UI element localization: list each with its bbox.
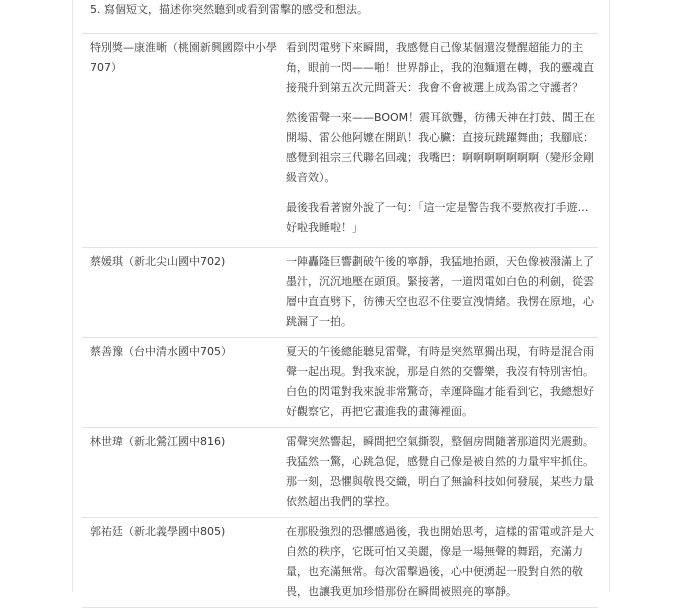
student-name: 蔡善豫（台中清水國中705） — [90, 345, 232, 358]
essay-paragraph: 最後我看著窗外說了一句：「這一定是警告我不要熬夜打手遊…好啦我睡啦！」 — [286, 201, 589, 234]
essay-text — [280, 432, 600, 517]
right-border — [609, 0, 610, 592]
essay-paragraph: 一陣轟隆巨響劃破午後的寧靜，我猛地抬頭，天色像被潑滿上了墨汁，沉沉地壓在頭頂。緊接著，一道閃電如白色的利劍，從雲層中直直劈下，彷彿天空也忍不住要宣洩情緒。我愣在原地，心跳漏了一拍。 — [286, 255, 594, 328]
essay-text — [280, 252, 600, 337]
entry-row — [80, 518, 600, 607]
question-prompt: 5. 寫個短文，描述你突然聽到或看到雷擊的感受和想法。 — [90, 3, 368, 16]
entry-row — [80, 34, 600, 247]
essay-paragraph: 雷聲突然響起，瞬間把空氣撕裂，整個房間隨著那道閃光震動。我猛然一驚，心跳急促，感覺自己像是被自然的力量牢牢抓住。那一刻，恐懼與敬畏交織，明白了無論科技如何發展，某些力量依然超出我們的掌控。 — [286, 435, 594, 508]
essay-text — [280, 38, 600, 247]
entry-row — [80, 338, 600, 427]
student-name: 郭祐廷（新北義學國中805) — [90, 525, 226, 538]
student-name: 蔡媛琪（新北尖山國中702) — [90, 255, 226, 268]
essay-text — [280, 342, 600, 427]
essay-paragraph: 在那股強烈的恐懼感過後，我也開始思考，這樣的雷電或許是大自然的秩序，它既可怕又美麗，像是一場無聲的舞蹈，充滿力量，也充滿無常。每次雷擊過後，心中便湧起一股對自然的敬畏，也讓我更加珍惜那份在瞬間被照亮的寧靜。 — [286, 525, 594, 598]
essay-paragraph: 看到閃電劈下來瞬間，我感覺自己像某個還沒覺醒超能力的主角，眼前一閃——啪！世界靜止，我的泡麵還在轉，我的靈魂直接飛升到第五次元問蒼天：我會不會被選上成為雷之守護者？ — [286, 41, 594, 94]
essay-table — [80, 0, 600, 608]
left-border — [72, 0, 73, 592]
entry-row — [80, 428, 600, 517]
student-name: 特別獎—康淮晰（桃園新興國際中小學707） — [90, 41, 277, 74]
student-name: 林世瑋（新北鶯江國中816) — [90, 435, 226, 448]
entry-row — [80, 248, 600, 337]
essay-paragraph: 然後雷聲一來——BOOM！震耳欲聾，彷彿天神在打鼓、閻王在開場、雷公他阿嬤在開趴！我心臟：直接玩跳躍舞曲；我腳底：感覺到祖宗三代聯名回魂；我嘴巴：啊啊啊啊啊啊啊（變形金剛級音效）。 — [286, 111, 596, 184]
essay-paragraph: 夏天的午後總能聽見雷聲，有時是突然單獨出現，有時是混合雨聲一起出現。對我來說，那是自然的交響樂，我沒有特別害怕。白色的閃電對我來說非常驚奇，幸運降臨才能看到它，我總想好好觀察它，再把它畫進我的畫簿裡面。 — [286, 345, 594, 418]
essay-text — [280, 522, 600, 607]
